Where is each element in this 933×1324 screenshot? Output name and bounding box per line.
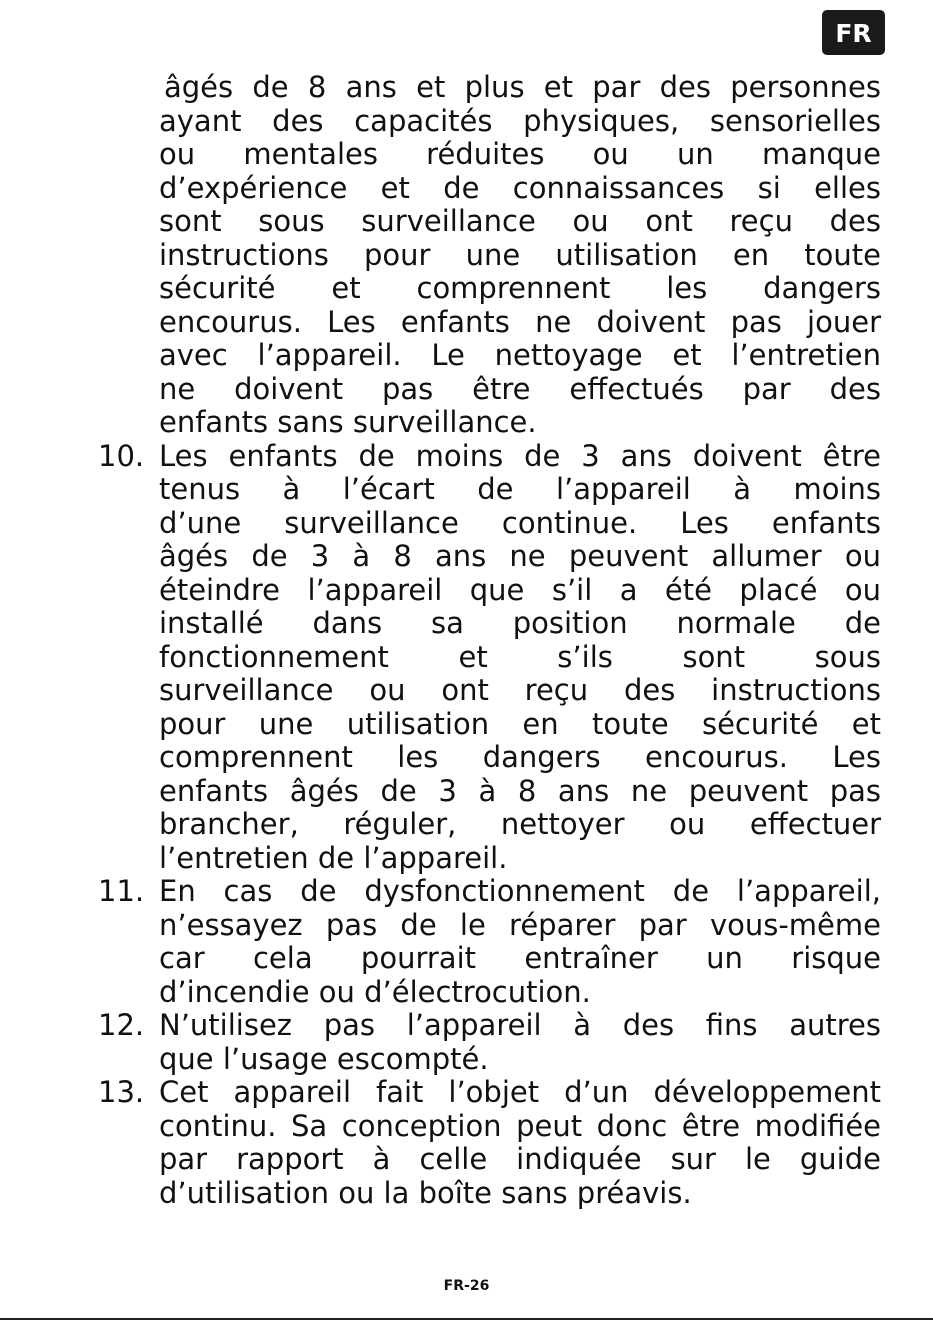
line-text: n’essayez pas de le réparer par vous-même <box>159 907 881 942</box>
line-text: sont sous surveillance ou ont reçu des <box>159 204 881 238</box>
language-badge: FR <box>822 10 885 55</box>
text-line <box>0 1075 933 1109</box>
line-text: Cet appareil fait l’objet d’un développement <box>159 1075 881 1109</box>
text-line <box>0 372 933 406</box>
text-line <box>0 941 933 975</box>
text-line <box>0 841 933 875</box>
text-line <box>0 506 933 540</box>
text-line <box>0 1142 933 1176</box>
text-line <box>0 640 933 674</box>
text-line <box>0 1109 933 1143</box>
text-line <box>0 171 933 205</box>
line-text: surveillance ou ont reçu des instructions <box>159 673 881 707</box>
text-line <box>0 70 933 104</box>
line-text: sécurité et comprennent les dangers <box>159 271 881 305</box>
text-line <box>0 673 933 707</box>
bottom-divider <box>0 1318 933 1320</box>
line-text: Les enfants de moins de 3 ans doivent être <box>159 438 881 473</box>
safety-instructions <box>0 70 933 1209</box>
line-text: éteindre l’appareil que s’il a été placé ou <box>159 572 881 607</box>
line-text: brancher, réguler, nettoyer ou effectuer <box>159 807 881 841</box>
line-text: d’utilisation ou la boîte sans préavis. <box>159 1175 692 1210</box>
text-line <box>0 137 933 171</box>
line-text: d’incendie ou d’électrocution. <box>159 974 591 1009</box>
line-text: tenus à l’écart de l’appareil à moins <box>159 472 881 506</box>
item-number: 10. <box>98 438 145 473</box>
line-text: l’entretien de l’appareil. <box>159 840 508 875</box>
text-line <box>0 104 933 138</box>
line-text: enfants sans surveillance. <box>159 405 537 439</box>
line-text: ne doivent pas être effectués par des <box>159 371 881 406</box>
line-text: pour une utilisation en toute sécurité et <box>159 706 881 741</box>
page-number: FR-26 <box>443 1278 490 1294</box>
text-line <box>0 573 933 607</box>
list-item-11 <box>0 874 933 1008</box>
text-line <box>0 305 933 339</box>
line-text: enfants âgés de 3 à 8 ans ne peuvent pas <box>159 773 881 808</box>
item-number: 11. <box>98 874 145 908</box>
text-line <box>0 908 933 942</box>
text-line <box>0 1042 933 1076</box>
line-text: que l’usage escompté. <box>159 1041 489 1076</box>
text-line <box>0 1008 933 1042</box>
text-line <box>0 439 933 473</box>
text-line <box>0 707 933 741</box>
list-item-12 <box>0 1008 933 1075</box>
line-text: encourus. Les enfants ne doivent pas jouer <box>159 304 881 339</box>
line-text: d’expérience et de connaissances si elles <box>159 170 881 205</box>
line-text: comprennent les dangers encourus. Les <box>159 740 881 774</box>
list-item-10 <box>0 439 933 875</box>
text-line <box>0 204 933 238</box>
text-line <box>0 774 933 808</box>
item-number: 12. <box>98 1008 145 1042</box>
text-line <box>0 740 933 774</box>
line-text: instructions pour une utilisation en toute <box>159 237 881 272</box>
line-text: par rapport à celle indiquée sur le guide <box>159 1142 881 1176</box>
list-item-13 <box>0 1075 933 1209</box>
line-text: âgés de 8 ans et plus et par des personnes <box>164 70 881 104</box>
line-text: car cela pourrait entraîner un risque <box>159 941 881 975</box>
text-line <box>0 238 933 272</box>
text-line <box>0 874 933 908</box>
line-text: fonctionnement et s’ils sont sous <box>159 639 881 674</box>
text-line <box>0 271 933 305</box>
text-line <box>0 405 933 439</box>
line-text: âgés de 3 à 8 ans ne peuvent allumer ou <box>159 539 881 573</box>
line-text: d’une surveillance continue. Les enfants <box>159 505 881 540</box>
text-line <box>0 807 933 841</box>
line-text: continu. Sa conception peut donc être modifiée <box>159 1108 881 1143</box>
text-line <box>0 1176 933 1210</box>
line-text: N’utilisez pas l’appareil à des fins autres <box>159 1008 881 1042</box>
intro-paragraph <box>0 70 933 439</box>
text-line <box>0 606 933 640</box>
line-text: installé dans sa position normale de <box>159 606 881 640</box>
text-line <box>0 975 933 1009</box>
line-text: ou mentales réduites ou un manque <box>159 137 881 171</box>
line-text: En cas de dysfonctionnement de l’appareil, <box>159 874 881 908</box>
text-line <box>0 539 933 573</box>
text-line <box>0 338 933 372</box>
line-text: avec l’appareil. Le nettoyage et l’entretien <box>159 338 881 372</box>
line-text: ayant des capacités physiques, sensorielles <box>159 103 881 138</box>
text-line <box>0 472 933 506</box>
item-number: 13. <box>98 1075 145 1109</box>
